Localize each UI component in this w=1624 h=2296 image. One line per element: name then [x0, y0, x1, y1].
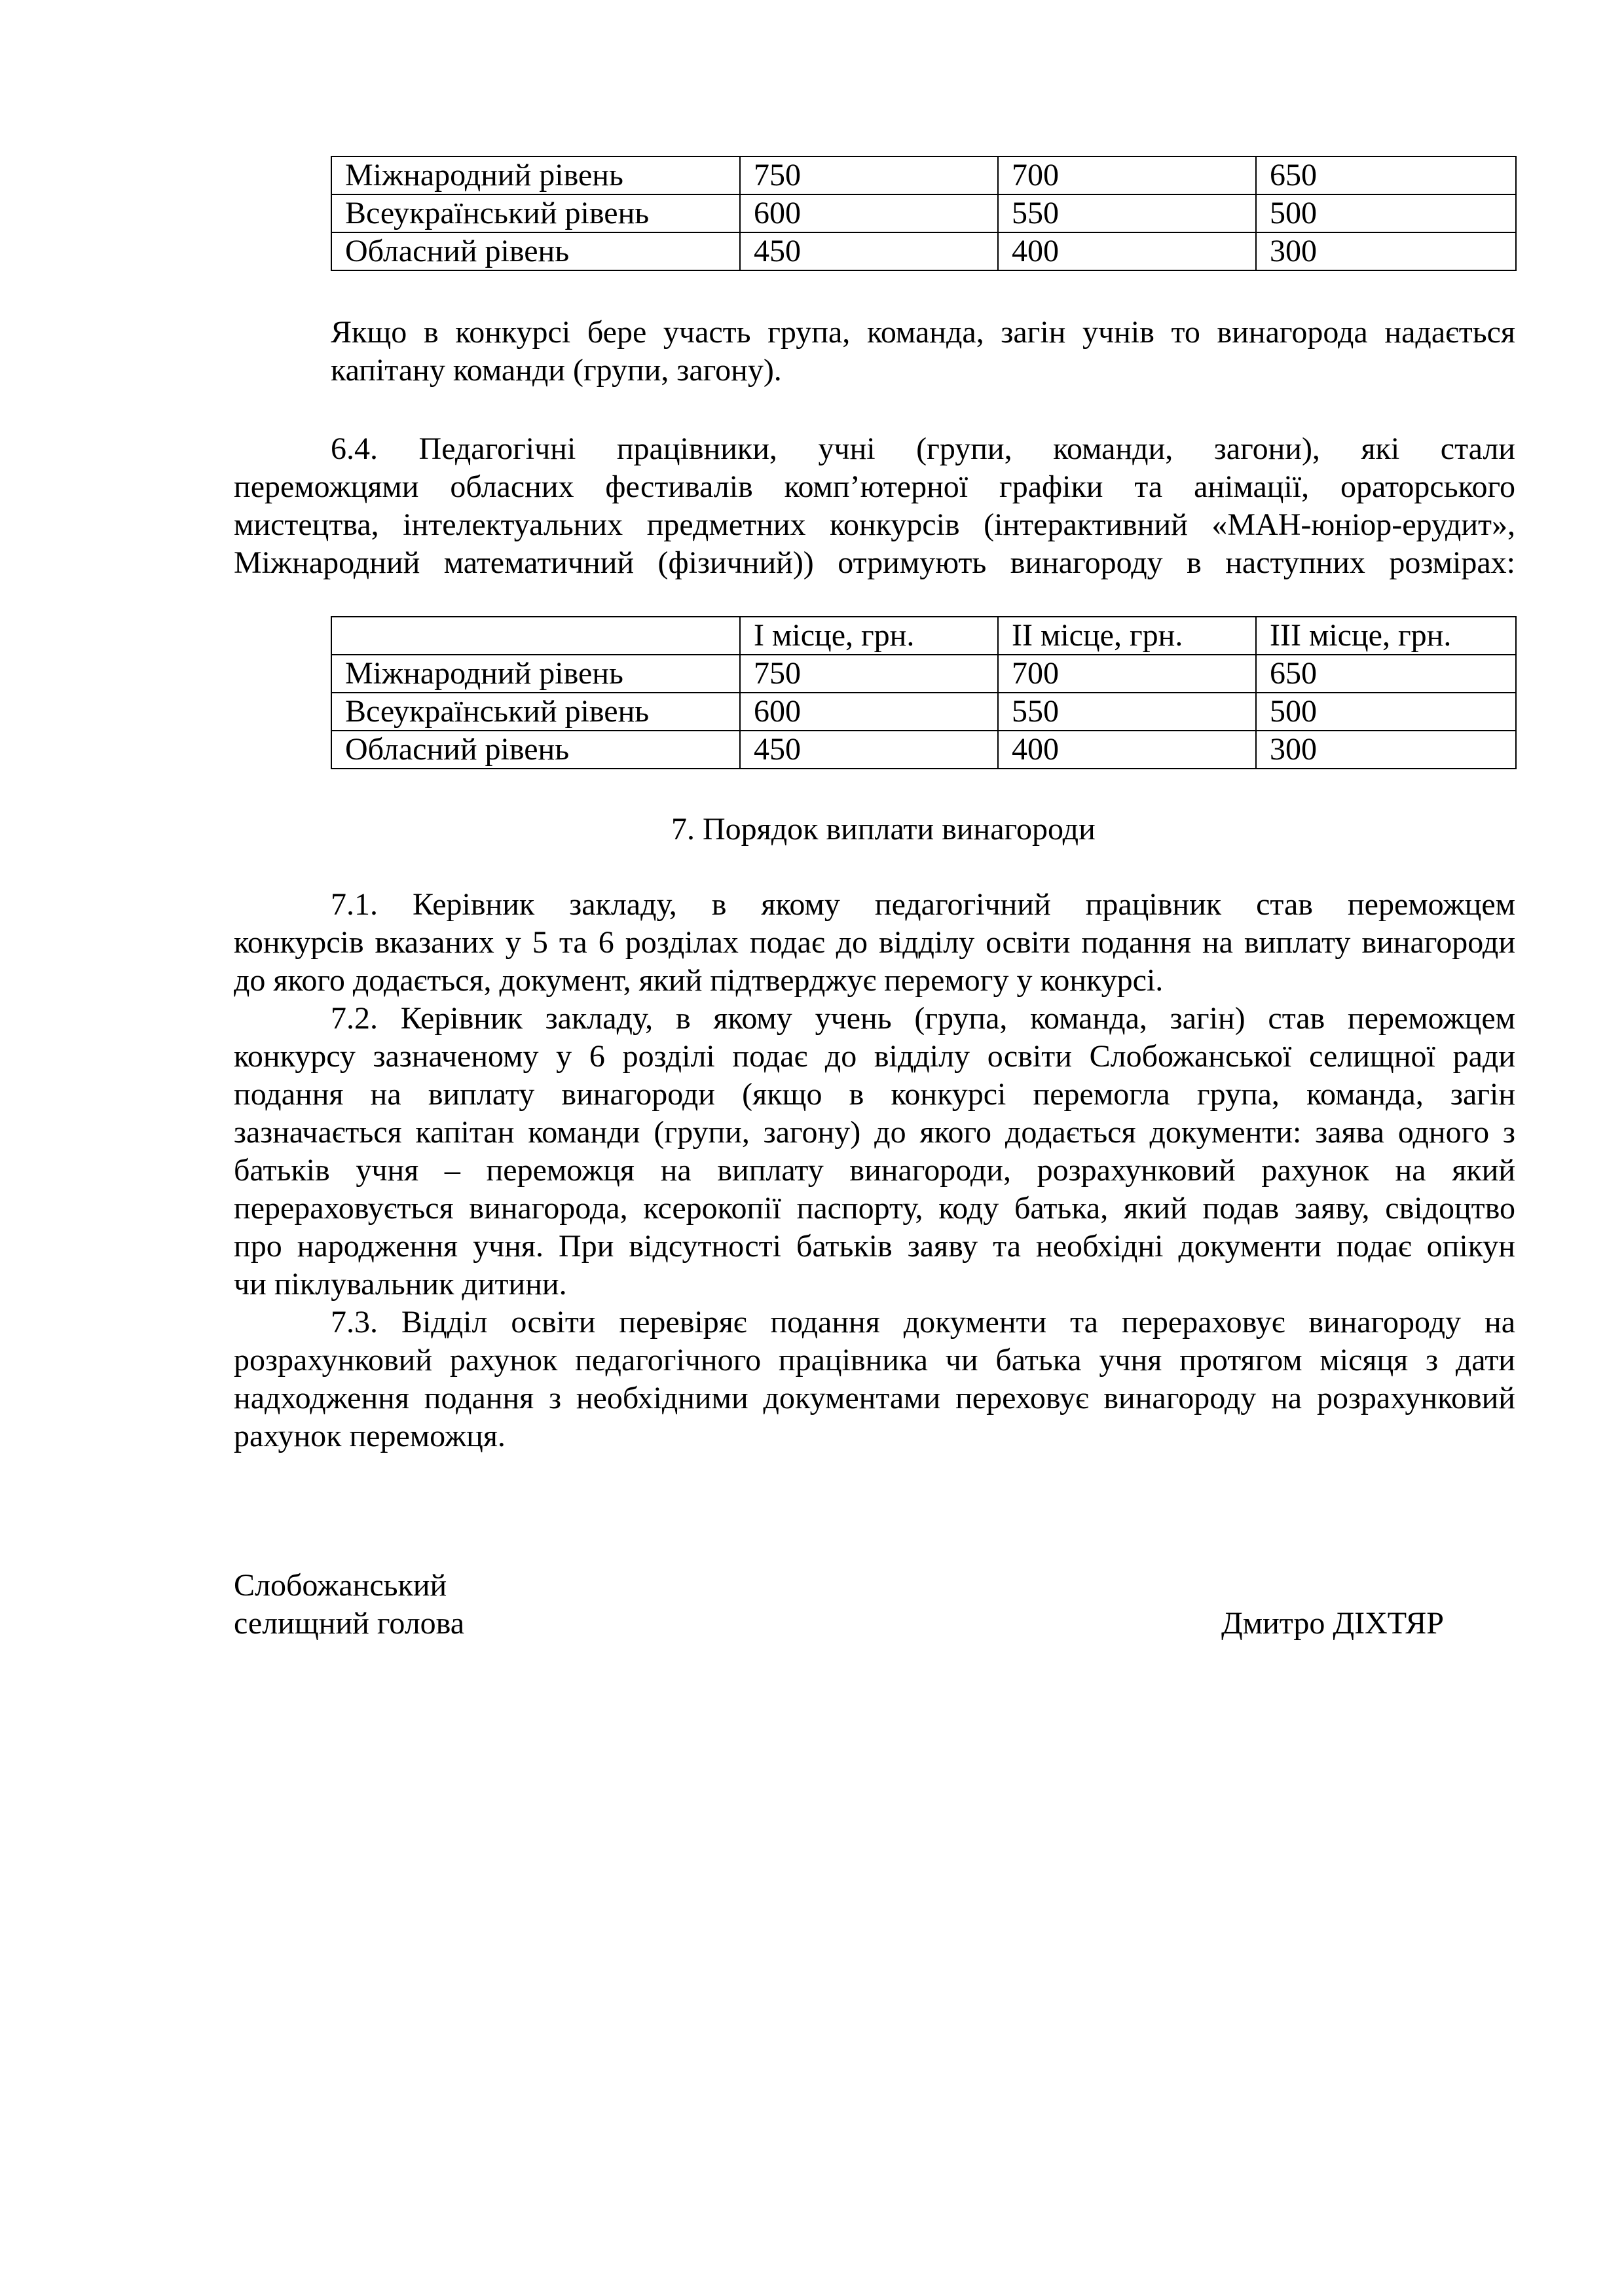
paragraph-7-1: [234, 886, 1515, 1000]
amount-cell: 600: [740, 194, 998, 232]
header-cell-place-3: III місце, грн.: [1256, 617, 1516, 655]
awards-table-1-body: [331, 156, 1516, 270]
level-cell: Всеукраїнський рівень: [331, 194, 740, 232]
amount-cell: 400: [998, 232, 1256, 270]
header-cell-empty: [331, 617, 740, 655]
p73-line-3: надходження подання з необхідними документами переховує винагороду на розрахунковий: [234, 1381, 1515, 1415]
p72-line-3: подання на виплату винагороди (якщо в конкурсі перемогла група, команда, загін: [234, 1077, 1515, 1112]
p73-line-2: розрахунковий рахунок педагогічного працівника чи батька учня протягом місяця з дати: [234, 1343, 1515, 1377]
paragraph-7-3: [234, 1303, 1515, 1455]
table-row: [331, 232, 1516, 270]
p64-line-1: 6.4. Педагогічні працівники, учні (групи, команди, загони), які стали: [331, 431, 1515, 466]
amount-cell: 450: [740, 232, 998, 270]
p71-line-2: конкурсів вказаних у 5 та 6 розділах подає до відділу освіти подання на виплату винагороди: [234, 925, 1515, 960]
table-row: [331, 156, 1516, 194]
section-7-heading: 7. Порядок виплати винагороди: [671, 812, 1096, 847]
level-cell: Всеукраїнський рівень: [331, 693, 740, 731]
header-cell-place-1: I місце, грн.: [740, 617, 998, 655]
signature-name: Дмитро ДІХТЯР: [1221, 1606, 1444, 1641]
p64-line-3: мистецтва, інтелектуальних предметних конкурсів (інтерактивний «МАН-юніор-ерудит»,: [234, 507, 1515, 542]
p72-line-8: чи піклувальник дитини.: [234, 1267, 567, 1302]
awards-table-2: [331, 616, 1517, 769]
awards-table-2-header: [331, 617, 1516, 655]
paragraph-7-2: [234, 1000, 1515, 1303]
table-row: [331, 655, 1516, 693]
amount-cell: 400: [998, 731, 1256, 769]
table-header-row: [331, 617, 1516, 655]
paragraph-6-4: [234, 430, 1515, 582]
p72-line-1: 7.2. Керівник закладу, в якому учень (група, команда, загін) став переможцем: [331, 1001, 1515, 1036]
p72-line-2: конкурсу зазначеному у 6 розділі подає до відділу освіти Слобожанської селищної ради: [234, 1039, 1515, 1074]
signature-title-line-1: Слобожанський: [234, 1568, 447, 1603]
amount-cell: 450: [740, 731, 998, 769]
amount-cell: 650: [1256, 156, 1516, 194]
signature-title-line-2: селищний голова: [234, 1606, 465, 1641]
table-row: [331, 693, 1516, 731]
amount-cell: 500: [1256, 194, 1516, 232]
amount-cell: 650: [1256, 655, 1516, 693]
p72-line-7: про народження учня. При відсутності батьків заяву та необхідні документи подає опікун: [234, 1229, 1515, 1264]
level-cell: Обласний рівень: [331, 232, 740, 270]
p71-line-3: до якого додається, документ, який підтверджує перемогу у конкурсі.: [234, 963, 1164, 998]
amount-cell: 300: [1256, 232, 1516, 270]
team-award-paragraph: [331, 314, 1515, 390]
p71-line-1: 7.1. Керівник закладу, в якому педагогічний працівник став переможцем: [331, 887, 1515, 922]
awards-table-2-body: [331, 655, 1516, 769]
p72-line-6: перераховується винагорода, ксерокопії паспорту, коду батька, який подав заяву, свідоцтво: [234, 1191, 1515, 1226]
amount-cell: 300: [1256, 731, 1516, 769]
p72-line-5: батьків учня – переможця на виплату винагороди, розрахунковий рахунок на який: [234, 1153, 1515, 1188]
amount-cell: 700: [998, 655, 1256, 693]
amount-cell: 550: [998, 693, 1256, 731]
level-cell: Обласний рівень: [331, 731, 740, 769]
team-award-line-2: капітану команди (групи, загону).: [331, 353, 782, 388]
amount-cell: 550: [998, 194, 1256, 232]
p64-line-4: Міжнародний математичний (фізичний)) отримують винагороду в наступних розмірах:: [234, 545, 1515, 580]
table-row: [331, 194, 1516, 232]
level-cell: Міжнародний рівень: [331, 156, 740, 194]
team-award-line-1: Якщо в конкурсі бере участь група, команда, загін учнів то винагорода надається: [331, 315, 1515, 350]
amount-cell: 750: [740, 655, 998, 693]
p73-line-4: рахунок переможця.: [234, 1419, 506, 1453]
header-cell-place-2: II місце, грн.: [998, 617, 1256, 655]
amount-cell: 750: [740, 156, 998, 194]
p64-line-2: переможцями обласних фестивалів комп’ютерної графіки та анімації, ораторського: [234, 469, 1515, 504]
level-cell: Міжнародний рівень: [331, 655, 740, 693]
p73-line-1: 7.3. Відділ освіти перевіряє подання документи та перераховує винагороду на: [331, 1305, 1515, 1339]
awards-table-1: [331, 156, 1517, 271]
table-row: [331, 731, 1516, 769]
amount-cell: 500: [1256, 693, 1516, 731]
p72-line-4: зазначається капітан команди (групи, загону) до якого додається документи: заява одного з: [234, 1115, 1515, 1150]
amount-cell: 600: [740, 693, 998, 731]
amount-cell: 700: [998, 156, 1256, 194]
